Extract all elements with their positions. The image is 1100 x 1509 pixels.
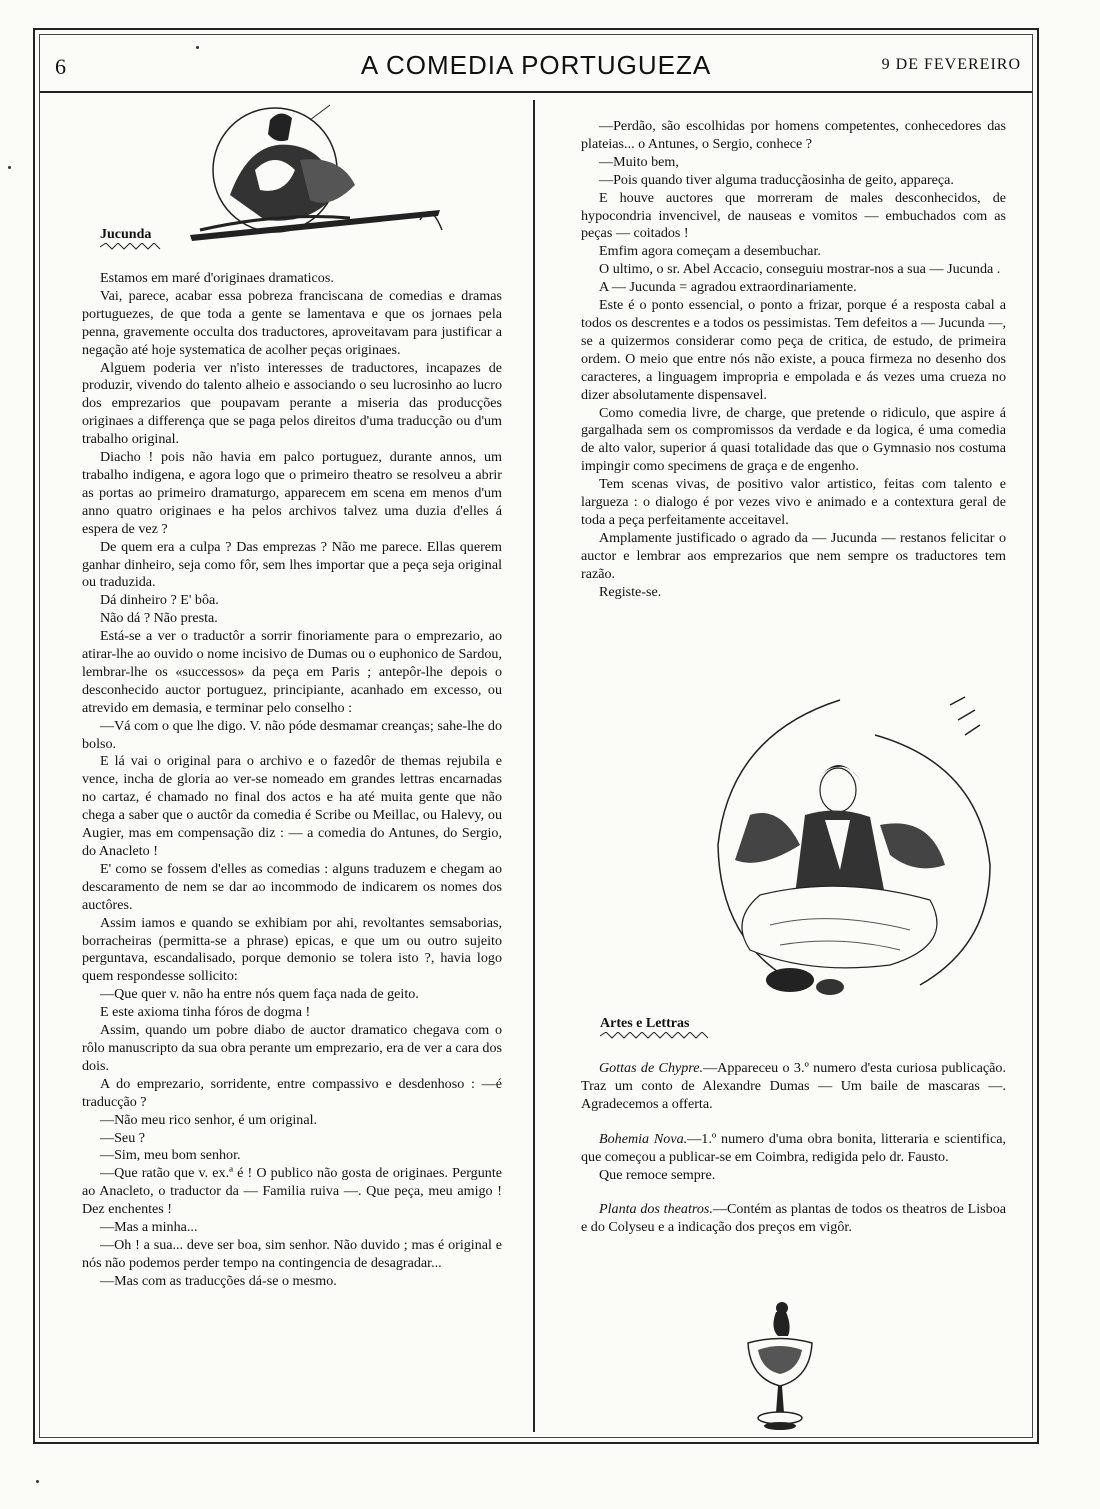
article-paragraph: De quem era a culpa ? Das emprezas ? Não me parece. Ellas querem ganhar dinheiro, seja como fôr, sem lhes importar que a peça seja original ou traduzida.	[82, 538, 502, 591]
article-heading	[100, 227, 162, 251]
page-number: 6	[55, 54, 66, 79]
jucunda-vignette-illustration	[180, 100, 460, 255]
page-header	[33, 40, 1039, 90]
article-right-column	[581, 118, 1006, 601]
artes-entry-body: —Contém as plantas de todos os theatros de Lisboa e do Colyseu e a indicação dos preços em vigôr.	[581, 1201, 1006, 1236]
artes-heading-squiggle-ornament	[600, 1032, 710, 1040]
article-paragraph: —Seu ?	[100, 1129, 146, 1146]
header-rule	[40, 91, 1032, 93]
article-paragraph: A do emprezario, sorridente, entre compassivo e desdenhoso : —é traducção ?	[82, 1075, 502, 1110]
article-paragraph: Estamos em maré d'originaes dramaticos.	[100, 270, 334, 286]
article-paragraph: —Que ratão que v. ex.ª é ! O publico não gosta de originaes. Pergunte ao Anacleto, o traductor da — Familia ruiva —. Que peça, meu amigo ! Dez enchentes !	[82, 1165, 502, 1218]
artes-entry-body: —Appareceu o 3.º numero d'esta curiosa publicação. Traz um conto de Alexandre Dumas — Um baile de mascaras —. Agradecemos a offerta.	[581, 1060, 1006, 1112]
article-paragraph: —Que quer v. não ha entre nós quem faça nada de geito.	[100, 986, 419, 1003]
article-paragraph: Está-se a ver o traductôr a sorrir finoriamente para o emprezario, ao atirar-lhe ao ouvido o nome incisivo de Dumas ou o euphonico de Sardou, lembrar-lhe os «successos» da peça em Paris ; antepôr-lhe depois o desconhecido auctor portuguez, principiante, acanhado em excesso, ou atrevido em demasia, e terminar pelo conselho :	[82, 628, 502, 716]
article-heading-text: Jucunda	[100, 227, 152, 242]
article-paragraph: Emfim agora começam a desembuchar.	[599, 243, 821, 260]
article-paragraph: E lá vai o original para o archivo e o fazedôr de themas rejubila e vence, incha de gloria ao ver-se nomeado em grandes lettras encarnadas no cartaz, é chamado no final dos actos e ha até muita gente que não chega a saber que o auctôr da comedia é Scribe ou Meillac, ou Halevy, ou Augier, mas em compensação diz : — a comedia do Antunes, do Sergio, do Anacleto !	[82, 753, 502, 859]
article-paragraph: —Perdão, são escolhidas por homens competentes, conhecedores das plateias... o Antunes, o Sergio, conhece ?	[581, 118, 1006, 152]
article-paragraph: E este axioma tinha fóros de dogma !	[100, 1004, 311, 1021]
article-paragraph: Tem scenas vivas, de positivo valor artistico, feitas com talento e largueza : o dialogo é por vezes vivo e animado e a contextura geral de toda a peça perfeitamente acceitavel.	[581, 476, 1006, 528]
artes-entry-title: Gottas de Chypre.	[599, 1060, 704, 1076]
article-paragraph: Não dá ? Não presta.	[100, 610, 218, 627]
seated-woman-portrait-illustration	[690, 695, 1015, 1000]
article-paragraph: O ultimo, o sr. Abel Accacio, conseguiu mostrar-nos a sua — Jucunda .	[599, 261, 1001, 278]
artes-entry-title: Planta dos theatros.	[599, 1201, 713, 1218]
article-paragraph: Amplamente justificado o agrado da — Jucunda — restanos felicitar o auctor e lembrar aos emprezarios que nem sempre os traductores tem razão.	[581, 529, 1006, 582]
article-paragraph: —Muito bem,	[599, 153, 679, 170]
artes-heading-text: Artes e Lettras	[600, 1016, 690, 1031]
article-paragraph: —Não meu rico senhor, é um original.	[100, 1111, 318, 1128]
artes-entry	[581, 1201, 1006, 1237]
goblet-ornament-illustration	[740, 1298, 820, 1433]
article-paragraph: Dá dinheiro ? E' bôa.	[100, 592, 219, 609]
print-speck	[36, 1480, 39, 1483]
issue-date: 9 DE FEVEREIRO	[881, 56, 1021, 73]
artes-e-lettras-section	[581, 1060, 1006, 1237]
article-paragraph: —Oh ! a sua... deve ser boa, sim senhor. Não duvido ; mas é original e nós não podemos perder tempo na contingencia de desagradar...	[82, 1236, 502, 1271]
artes-entry-body: —1.º numero d'uma obra bonita, litteraria e scientifica, que começou a publicar-se em Coimbra, redigida pelo dr. Fausto.	[581, 1130, 1006, 1165]
artes-entry-body: Que remoce sempre.	[599, 1166, 716, 1183]
article-paragraph: —Pois quando tiver alguma traducçãosinha de geito, appareça.	[599, 171, 954, 188]
article-paragraph: Este é o ponto essencial, o ponto a frizar, porque é a resposta cabal a todos os descrentes e a todos os pessimistas. Tem defeitos a — Jucunda —, se a quizermos considerar como peça de critica, de estudo, de primeira ordem. O meio que entre nós não existe, a pouca firmeza no desenho dos caracteres, a linguagem impropria e empolada e ás vezes uma crueza no dizer absolutamente dispensavel.	[581, 297, 1006, 403]
article-paragraph: E houve auctores que morreram de males desconhecidos, de hypocondria invencivel, de nauseas e vomitos — embuchados com as peças — coitados !	[581, 189, 1006, 242]
artes-entry	[581, 1167, 1006, 1185]
article-paragraph: A — Jucunda = agradou extraordinariamente.	[599, 279, 857, 296]
article-paragraph: —Vá com o que lhe digo. V. não póde desmamar creanças; sahe-lhe do bolso.	[82, 717, 502, 752]
article-paragraph: Vai, parece, acabar essa pobreza franciscana de comedias e dramas portuguezes, de que toda a gente se lamentava e que os jornaes pela penna, gravemente occulta dos traductores, aproveitavam para justificar a negação até hoje systematica de acolher peças originaes.	[82, 287, 502, 358]
article-paragraph: Registe-se.	[599, 583, 662, 600]
article-paragraph: Diacho ! pois não havia em palco portuguez, durante annos, um trabalho indigena, e agora logo que o primeiro theatro se resolveu a abrir as portas ao primeiro dramaturgo, apparecem em scena em menos d'um anno quatro originaes e ha pelos archivos talvez uma duzia d'elles á espera de vez ?	[82, 449, 502, 537]
artes-entry	[581, 1131, 1006, 1167]
artes-entry-title: Bohemia Nova.	[599, 1130, 688, 1147]
article-paragraph: —Sim, meu bom senhor.	[100, 1147, 241, 1164]
artes-heading	[600, 1016, 710, 1040]
article-paragraph: Como comedia livre, de charge, que pretende o ridiculo, que aspire á gargalhada sem os compromissos da verdade e da logica, é uma comedia de alto valor, superior á quasi totalidade das que o Gymnasio nos costuma impingir como specimens de graça e de engenho.	[581, 404, 1006, 475]
article-paragraph: Assim, quando um pobre diabo de auctor dramatico chegava com o rôlo manuscripto da sua obra perante um emprezario, era de ver a cara dos dois.	[82, 1022, 502, 1074]
article-left-column	[82, 270, 502, 1291]
heading-squiggle-ornament	[100, 243, 162, 251]
publication-title: A COMEDIA PORTUGUEZA	[360, 50, 712, 80]
article-paragraph: —Mas com as traducções dá-se o mesmo.	[100, 1272, 337, 1289]
print-speck	[8, 166, 11, 169]
article-paragraph: —Mas a minha...	[100, 1219, 198, 1236]
article-paragraph: Alguem poderia ver n'isto interesses de traductores, incapazes de produzir, vivendo do talento alheio e associando o seu lucrosinho ao lucro dos emprezarios que poupavam perante a miseria das producções originaes a differença que se paga pelos direitos d'uma traducção ou d'um trabalho original.	[82, 359, 502, 448]
artes-entry	[581, 1060, 1006, 1114]
column-rule	[533, 100, 535, 1432]
article-paragraph: E' como se fossem d'elles as comedias : alguns traduzem e chegam ao descaramento de nem se dar ao incommodo de indicarem os nomes dos auctôres.	[82, 860, 502, 913]
print-speck	[196, 46, 199, 49]
article-paragraph: Assim iamos e quando se exhibiam por ahi, revoltantes semsaborias, borracheiras (permitta-se a phrase) epicas, e que um ou outro sujeito perguntava, escandalisado, porque demonio se tolera isto ?, havia logo quem respondesse sollicito:	[82, 914, 502, 985]
